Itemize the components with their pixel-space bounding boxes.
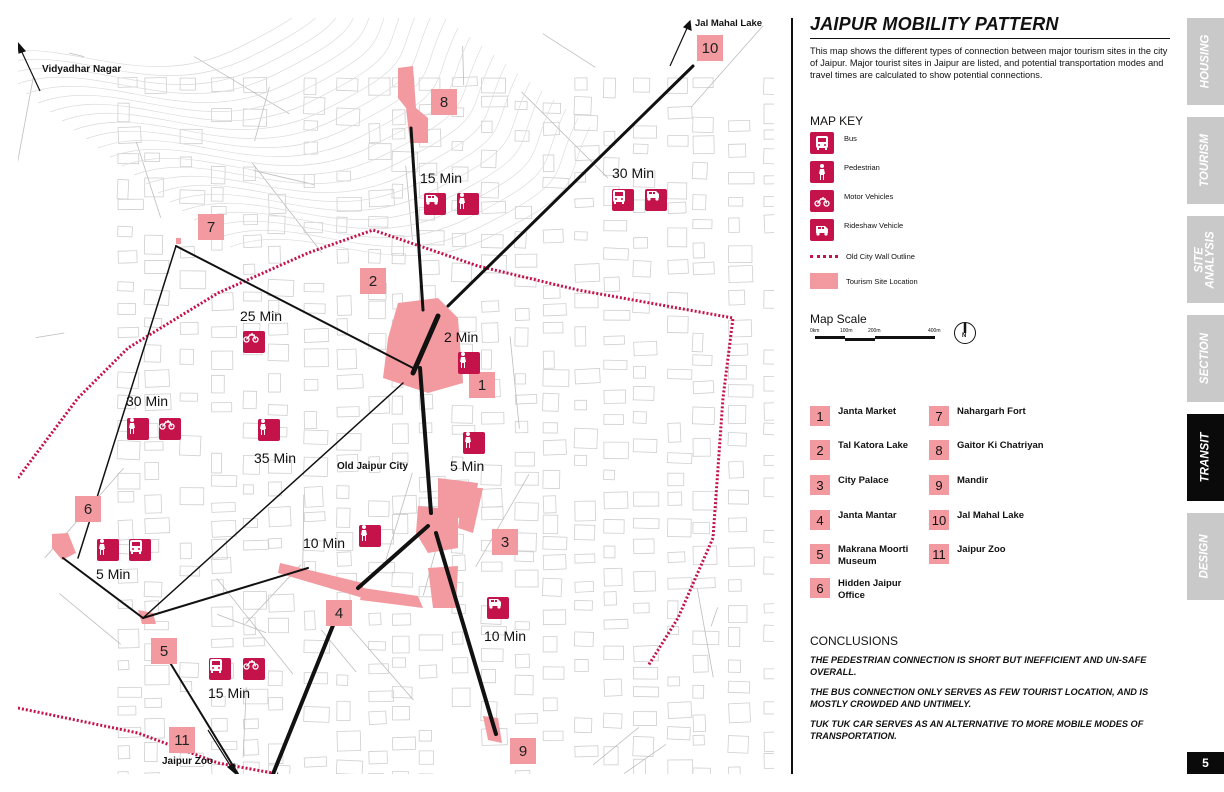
- footprint-4: [278, 563, 363, 598]
- motor-vehicle-icon: [243, 658, 265, 680]
- dotted-line-swatch: [810, 255, 838, 258]
- pink-box-swatch: [810, 273, 838, 289]
- label-vidyadhar-nagar: Vidyadhar Nagar: [42, 64, 122, 75]
- key-label: Motor Vehicles: [844, 191, 894, 201]
- site-marker-7[interactable]: 7: [198, 214, 224, 240]
- site-number: 5: [810, 544, 830, 564]
- tab-transit[interactable]: [1187, 414, 1224, 501]
- tab-label: TOURISM: [1199, 134, 1212, 187]
- label-old-jaipur-city: Old Jaipur City: [337, 461, 409, 472]
- conn-7-1: [176, 246, 413, 368]
- rickshaw-icon: [810, 219, 834, 241]
- site-name: Jal Mahal Lake: [957, 510, 1025, 521]
- motor-vehicle-icon: [243, 331, 265, 353]
- scale-tick: 400m: [928, 328, 941, 334]
- pedestrian-icon: [127, 418, 149, 440]
- arrowhead-vidyadhar: [18, 43, 25, 53]
- arrow-vidyadhar: [20, 48, 40, 91]
- time-label: 30 Min: [612, 165, 655, 181]
- motor-vehicle-icon: [810, 190, 834, 212]
- site-marker-1[interactable]: 1: [469, 372, 495, 398]
- bus-icon: [129, 539, 151, 561]
- site-list-item-11[interactable]: [929, 544, 1006, 564]
- time-label: 25 Min: [240, 308, 283, 324]
- footprint-6: [52, 533, 76, 560]
- tab-label: SECTION: [1199, 332, 1211, 385]
- key-city-wall: [810, 252, 915, 261]
- page-title: JAIPUR MOBILITY PATTERN: [810, 14, 1059, 34]
- site-list-item-4[interactable]: [810, 510, 897, 530]
- site-marker-6[interactable]: 6: [75, 496, 101, 522]
- key-label: Old City Wall Outline: [846, 252, 915, 261]
- site-marker-11[interactable]: 11: [169, 727, 195, 753]
- label-jaipur-zoo: Jaipur Zoo: [162, 756, 214, 767]
- tab-tourism[interactable]: [1187, 117, 1224, 204]
- tab-housing[interactable]: [1187, 18, 1224, 105]
- bus-icon: [209, 658, 231, 680]
- footprint-4b: [360, 588, 423, 608]
- rickshaw-icon: [424, 193, 446, 215]
- conclusions-heading: CONCLUSIONS: [810, 634, 899, 648]
- time-label: 5 Min: [450, 458, 485, 474]
- site-name: Tal Katora Lake: [838, 440, 909, 451]
- scale-tick: 100m: [840, 328, 853, 334]
- site-number: 4: [810, 510, 830, 530]
- map-key-heading: MAP KEY: [810, 114, 864, 128]
- pedestrian-icon: [458, 352, 480, 374]
- conclusion-text: TUK TUK CAR SERVES AS AN ALTERNATIVE TO MORE MOBILE MODES OF TRANSPORTATION.: [810, 719, 1144, 741]
- site-name: Gaitor Ki Chatriyan: [957, 440, 1044, 451]
- site-name: Hidden Jaipur Office: [838, 578, 902, 601]
- site-name: Mandir: [957, 475, 989, 486]
- label-jal-mahal-lake: Jal Mahal Lake: [695, 18, 763, 29]
- conn-10-1: [448, 66, 693, 306]
- north-arrow-icon: [954, 322, 976, 344]
- site-number: 9: [929, 475, 949, 495]
- site-name: Jaipur Zoo: [957, 544, 1006, 555]
- time-label: 15 Min: [420, 170, 463, 186]
- time-label: 15 Min: [208, 685, 251, 701]
- site-list-item-8[interactable]: [929, 440, 1044, 460]
- site-number: 8: [929, 440, 949, 460]
- bus-icon: [810, 132, 834, 154]
- time-label: 5 Min: [96, 566, 131, 582]
- tab-label: HOUSING: [1199, 34, 1212, 89]
- pedestrian-icon: [810, 161, 834, 183]
- site-name: Makrana Moorti Museum: [838, 544, 909, 567]
- arrowhead-jalmahal: [684, 21, 691, 30]
- key-bus: [810, 132, 857, 154]
- site-marker-8[interactable]: 8: [431, 89, 457, 115]
- pedestrian-icon: [463, 432, 485, 454]
- site-number: 6: [810, 578, 830, 598]
- pedestrian-icon: [258, 419, 280, 441]
- site-marker-9[interactable]: 9: [510, 738, 536, 764]
- time-label: 10 Min: [303, 535, 346, 551]
- conclusion-text: THE PEDESTRIAN CONNECTION IS SHORT BUT INEFFICIENT AND UN-SAFE OVERALL.: [810, 655, 1147, 677]
- site-list-item-2[interactable]: [810, 440, 908, 460]
- site-list-item-10[interactable]: [929, 510, 1024, 530]
- site-list-item-6[interactable]: [810, 578, 918, 602]
- site-name: Nahargarh Fort: [957, 406, 1026, 417]
- conclusion-text: THE BUS CONNECTION ONLY SERVES AS FEW TOURIST LOCATION, AND IS MOSTLY CROWDED AND UNTIMELY.: [810, 687, 1149, 709]
- time-label: 2 Min: [444, 329, 479, 345]
- key-pedestrian: [810, 161, 880, 183]
- pedestrian-icon: [359, 525, 381, 547]
- site-marker-3[interactable]: 3: [492, 529, 518, 555]
- pedestrian-icon: [97, 539, 119, 561]
- map-scale-heading: Map Scale: [810, 312, 867, 326]
- motor-vehicle-icon: [159, 418, 181, 440]
- key-label: Rideshaw Vehicle: [844, 220, 904, 230]
- tab-section[interactable]: [1187, 315, 1224, 402]
- time-label: 30 Min: [126, 393, 169, 409]
- site-marker-10[interactable]: 10: [697, 35, 723, 61]
- site-list-item-9[interactable]: [929, 475, 988, 495]
- map-scale: [810, 328, 970, 358]
- title-rule: [810, 38, 1170, 39]
- site-name: City Palace: [838, 475, 889, 486]
- site-list-item-7[interactable]: [929, 406, 1026, 426]
- bus-icon: [612, 189, 634, 211]
- rickshaw-icon: [487, 597, 509, 619]
- site-name: Janta Market: [838, 406, 897, 417]
- site-number: 7: [929, 406, 949, 426]
- old-city-wall-south: [18, 708, 278, 774]
- key-label: Tourism Site Location: [846, 276, 918, 286]
- north-label: N: [962, 333, 967, 339]
- key-label: Bus: [844, 133, 857, 143]
- pedestrian-icon: [457, 193, 479, 215]
- site-name: Janta Mantar: [838, 510, 897, 521]
- key-label: Pedestrian: [844, 162, 880, 172]
- tab-label: TRANSIT: [1199, 432, 1211, 483]
- info-panel: [810, 14, 1172, 741]
- key-motor-vehicles: [810, 190, 893, 212]
- page-number: 5: [1187, 752, 1224, 774]
- tab-design[interactable]: [1187, 513, 1224, 600]
- scale-tick: 200m: [868, 328, 881, 334]
- mobility-map[interactable]: [18, 18, 774, 774]
- time-label: 10 Min: [484, 628, 527, 644]
- scale-tick: 0km: [810, 328, 820, 334]
- site-marker-4[interactable]: 4: [326, 600, 352, 626]
- panel-divider: [791, 18, 793, 774]
- site-number: 3: [810, 475, 830, 495]
- tab-site-analysis[interactable]: [1187, 216, 1224, 303]
- arrowhead-zoo: [228, 764, 236, 774]
- page-description: This map shows the different types of connection between major tourism sites in the city of Jaipur. Major tourist sites in Jaipur are listed, and potential transportation modes and travel times are calculated to show potential connections.: [810, 46, 1168, 80]
- site-number: 11: [929, 544, 949, 564]
- site-list-item-3[interactable]: [810, 475, 889, 495]
- conn-5-4: [143, 568, 308, 618]
- tab-label: DESIGN: [1199, 534, 1211, 579]
- arrow-jalmahal: [670, 26, 688, 66]
- conn-8-1: [411, 128, 423, 310]
- site-number: 2: [810, 440, 830, 460]
- terrain-contours: [18, 18, 590, 256]
- site-marker-5[interactable]: 5: [151, 638, 177, 664]
- tab-label: SITE ANALYSIS: [1193, 230, 1217, 289]
- site-number: 1: [810, 406, 830, 426]
- site-list-item-1[interactable]: [810, 406, 896, 426]
- time-label: 35 Min: [254, 450, 297, 466]
- site-number: 10: [929, 510, 949, 530]
- key-rickshaw: [810, 219, 903, 241]
- site-marker-2[interactable]: 2: [360, 268, 386, 294]
- site-list-item-5[interactable]: [810, 544, 918, 568]
- key-tourism-site: [810, 273, 918, 289]
- footprint-7: [176, 238, 181, 244]
- scale-bar: [810, 328, 970, 358]
- rickshaw-icon: [645, 189, 667, 211]
